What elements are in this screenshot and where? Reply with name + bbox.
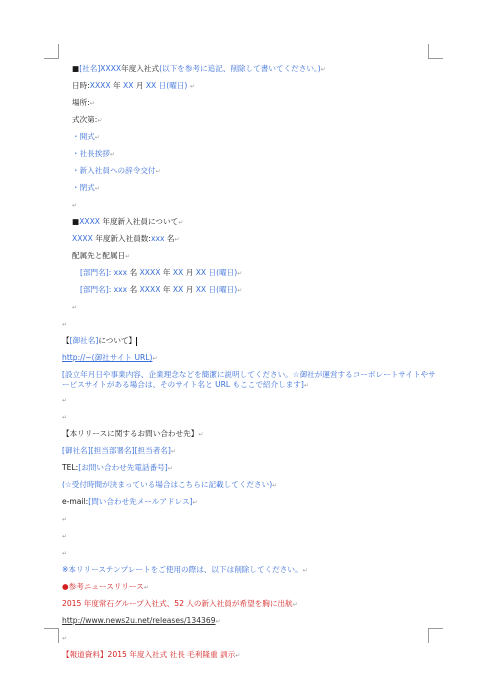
assignment-label: 配属先と配属日 bbox=[72, 251, 126, 260]
paragraph-mark-icon: ↵ bbox=[178, 219, 184, 226]
paragraph-mark-icon: ↵ bbox=[62, 550, 68, 557]
paragraph-mark-icon: ↵ bbox=[167, 465, 173, 472]
year-placeholder: XXXX bbox=[139, 268, 161, 277]
paragraph-mark-icon: ↵ bbox=[198, 431, 204, 438]
company-url-line[interactable] bbox=[62, 353, 158, 364]
tel-label: TEL: bbox=[62, 463, 79, 472]
paragraph-mark-icon: ↵ bbox=[215, 618, 221, 625]
margin-corner-bottom-right bbox=[428, 628, 443, 643]
template-note-line[interactable] bbox=[62, 565, 308, 576]
program-item-greeting[interactable] bbox=[72, 149, 115, 160]
paragraph-mark-icon: ↵ bbox=[109, 151, 115, 158]
paragraph-mark-icon: ↵ bbox=[97, 117, 103, 124]
department-placeholder: [部門名]: xxx bbox=[80, 268, 128, 277]
paragraph-mark-icon: ↵ bbox=[94, 134, 100, 141]
month-placeholder: XX bbox=[172, 268, 184, 277]
count-unit: 名 bbox=[166, 234, 175, 243]
day-weekday: 日(曜日) bbox=[208, 285, 238, 294]
assignment-label-line[interactable] bbox=[72, 251, 130, 262]
paragraph-mark-icon: ↵ bbox=[237, 287, 243, 294]
empty-line[interactable] bbox=[62, 531, 67, 542]
contact-names-placeholder: [御社名][担当部署名][担当者名] bbox=[62, 446, 171, 455]
paragraph-mark-icon: ↵ bbox=[174, 236, 180, 243]
event-title: 年度入社式 bbox=[121, 64, 160, 73]
program-item-closing[interactable] bbox=[72, 183, 100, 194]
department-placeholder: [部門名]: xxx bbox=[80, 285, 128, 294]
paragraph-mark-icon: ↵ bbox=[62, 516, 68, 523]
bullet-square: ■ bbox=[72, 64, 80, 73]
template-note: ※本リリーステンプレートをご使用の際は、以下は削除してください。 bbox=[62, 565, 303, 574]
company-about-heading[interactable] bbox=[62, 336, 137, 346]
paragraph-mark-icon: ↵ bbox=[62, 397, 68, 404]
year-unit: 年 bbox=[162, 268, 171, 277]
about-title: について】 bbox=[98, 336, 137, 345]
program-item-appointment[interactable] bbox=[72, 166, 161, 177]
program-item-opening[interactable] bbox=[72, 132, 100, 143]
count-unit: 名 bbox=[129, 285, 138, 294]
empty-line[interactable] bbox=[62, 395, 67, 406]
year-placeholder: XXXX bbox=[79, 217, 100, 226]
tel-placeholder: [お問い合わせ先電話番号] bbox=[78, 463, 168, 472]
empty-line[interactable] bbox=[62, 319, 67, 330]
day-placeholder: XX bbox=[195, 268, 207, 277]
bracket-open: 【 bbox=[62, 336, 70, 345]
paragraph-mark-icon: ↵ bbox=[272, 482, 278, 489]
year-unit: 年 bbox=[112, 81, 121, 90]
margin-corner-bottom-left bbox=[44, 628, 59, 643]
paragraph-mark-icon: ↵ bbox=[62, 414, 68, 421]
year-placeholder: XXXX bbox=[89, 81, 111, 90]
text-cursor bbox=[136, 337, 137, 346]
year-unit: 年 bbox=[162, 285, 171, 294]
month-placeholder: XX bbox=[172, 285, 184, 294]
press-material-text: 【報道資料】2015 年度入社式 社長 毛利隆重 訓示 bbox=[62, 650, 236, 659]
section-title: 年度新入社員について bbox=[102, 217, 179, 226]
paragraph-mark-icon: ↵ bbox=[302, 567, 308, 574]
reference-title: ●参考ニュースリリース bbox=[62, 582, 144, 591]
day-placeholder: XX bbox=[145, 81, 157, 90]
assignment-row-1[interactable] bbox=[80, 268, 242, 279]
contact-names-line[interactable] bbox=[62, 446, 176, 457]
email-placeholder: [問い合わせ先メールアドレス] bbox=[88, 497, 193, 506]
month-placeholder: XX bbox=[123, 81, 134, 90]
contact-heading[interactable] bbox=[62, 429, 203, 440]
empty-line[interactable] bbox=[62, 633, 67, 644]
contact-hours-line[interactable] bbox=[62, 480, 277, 491]
company-description[interactable] bbox=[62, 370, 442, 391]
press-material-line[interactable] bbox=[62, 650, 240, 661]
event-heading-line[interactable] bbox=[72, 64, 326, 75]
contact-tel-line[interactable] bbox=[62, 463, 173, 474]
company-placeholder: [御社名] bbox=[69, 336, 99, 345]
email-label: e-mail: bbox=[62, 497, 89, 506]
paragraph-mark-icon: ↵ bbox=[155, 168, 161, 175]
reference-heading[interactable] bbox=[62, 582, 149, 593]
margin-corner-top-right bbox=[428, 44, 443, 59]
instruction-note: (以下を参考に追記、削除して書いてください。) bbox=[159, 64, 321, 73]
count-label: 年度新入社員数: bbox=[95, 234, 151, 243]
day-placeholder: XX bbox=[195, 285, 207, 294]
program-label: 式次第: bbox=[72, 115, 98, 124]
month-unit: 月 bbox=[185, 268, 194, 277]
paragraph-mark-icon: ↵ bbox=[237, 270, 243, 277]
empty-line[interactable] bbox=[62, 514, 67, 525]
paragraph-mark-icon: ↵ bbox=[235, 652, 241, 659]
empty-line[interactable] bbox=[72, 302, 77, 313]
paragraph-mark-icon: ↵ bbox=[89, 100, 95, 107]
paragraph-mark-icon: ↵ bbox=[62, 533, 68, 540]
venue-line[interactable] bbox=[72, 98, 95, 109]
paragraph-mark-icon: ↵ bbox=[320, 66, 326, 73]
margin-corner-top-left bbox=[44, 44, 59, 59]
program-item-text: ・開式 bbox=[72, 132, 95, 141]
count-placeholder: xxx bbox=[150, 234, 165, 243]
paragraph-mark-icon: ↵ bbox=[72, 202, 78, 209]
program-item-text: ・新入社員への辞令交付 bbox=[72, 166, 156, 175]
paragraph-mark-icon: ↵ bbox=[72, 304, 78, 311]
empty-line[interactable] bbox=[62, 412, 67, 423]
program-item-text: ・閉式 bbox=[72, 183, 95, 192]
empty-line[interactable] bbox=[72, 200, 77, 211]
day-weekday: 日(曜日) bbox=[158, 81, 188, 90]
reference-release-text: 2015 年度常石グループ入社式、52 人の新入社員が希望を胸に出航 bbox=[62, 599, 293, 608]
year-placeholder: XXXX bbox=[72, 234, 93, 243]
paragraph-mark-icon: ↵ bbox=[152, 355, 158, 362]
new-employees-count-line[interactable] bbox=[72, 234, 179, 245]
paragraph-mark-icon: ↵ bbox=[94, 185, 100, 192]
assignment-row-2[interactable] bbox=[80, 285, 242, 296]
paragraph-mark-icon: ↵ bbox=[292, 601, 298, 608]
program-item-text: ・社長挨拶 bbox=[72, 149, 110, 158]
bullet-square: ■ bbox=[72, 217, 80, 226]
empty-line[interactable] bbox=[62, 548, 67, 559]
hours-note: (☆受付時間が決まっている場合はこちらに記載してください) bbox=[62, 480, 273, 489]
contact-title: 【本リリースに関するお問い合わせ先】 bbox=[62, 429, 199, 438]
paragraph-mark-icon: ↵ bbox=[303, 382, 309, 389]
company-description-text: [設立年月日や事業内容、企業理念などを簡潔に説明してください。☆御社が運営するコーポレートサイトやサービスサイトがある場合は、そのサイト名と URL もここで紹介します] bbox=[62, 370, 436, 389]
datetime-line[interactable] bbox=[72, 81, 195, 92]
program-line[interactable] bbox=[72, 115, 102, 126]
paragraph-mark-icon: ↵ bbox=[192, 499, 198, 506]
paragraph-mark-icon: ↵ bbox=[143, 584, 149, 591]
day-weekday: 日(曜日) bbox=[208, 268, 238, 277]
paragraph-mark-icon: ↵ bbox=[125, 253, 131, 260]
datetime-label: 日時: bbox=[72, 81, 90, 90]
paragraph-mark-icon: ↵ bbox=[170, 448, 176, 455]
month-unit: 月 bbox=[185, 285, 194, 294]
venue-label: 場所: bbox=[72, 98, 90, 107]
paragraph-mark-icon: ↵ bbox=[62, 321, 68, 328]
year-placeholder: XXXX bbox=[139, 285, 161, 294]
reference-url-link[interactable]: http://www.news2u.net/releases/134369 bbox=[62, 616, 216, 625]
count-unit: 名 bbox=[129, 268, 138, 277]
contact-email-line[interactable] bbox=[62, 497, 198, 508]
reference-url-line[interactable] bbox=[62, 616, 221, 627]
reference-release-title[interactable] bbox=[62, 599, 298, 610]
paragraph-mark-icon: ↵ bbox=[189, 83, 195, 90]
paragraph-mark-icon: ↵ bbox=[62, 635, 68, 642]
company-url-link[interactable]: http://~(御社サイト URL) bbox=[62, 353, 153, 362]
month-unit: 月 bbox=[135, 81, 144, 90]
new-employees-heading[interactable] bbox=[72, 217, 183, 228]
company-placeholder: [社名]XXXX bbox=[79, 64, 122, 73]
